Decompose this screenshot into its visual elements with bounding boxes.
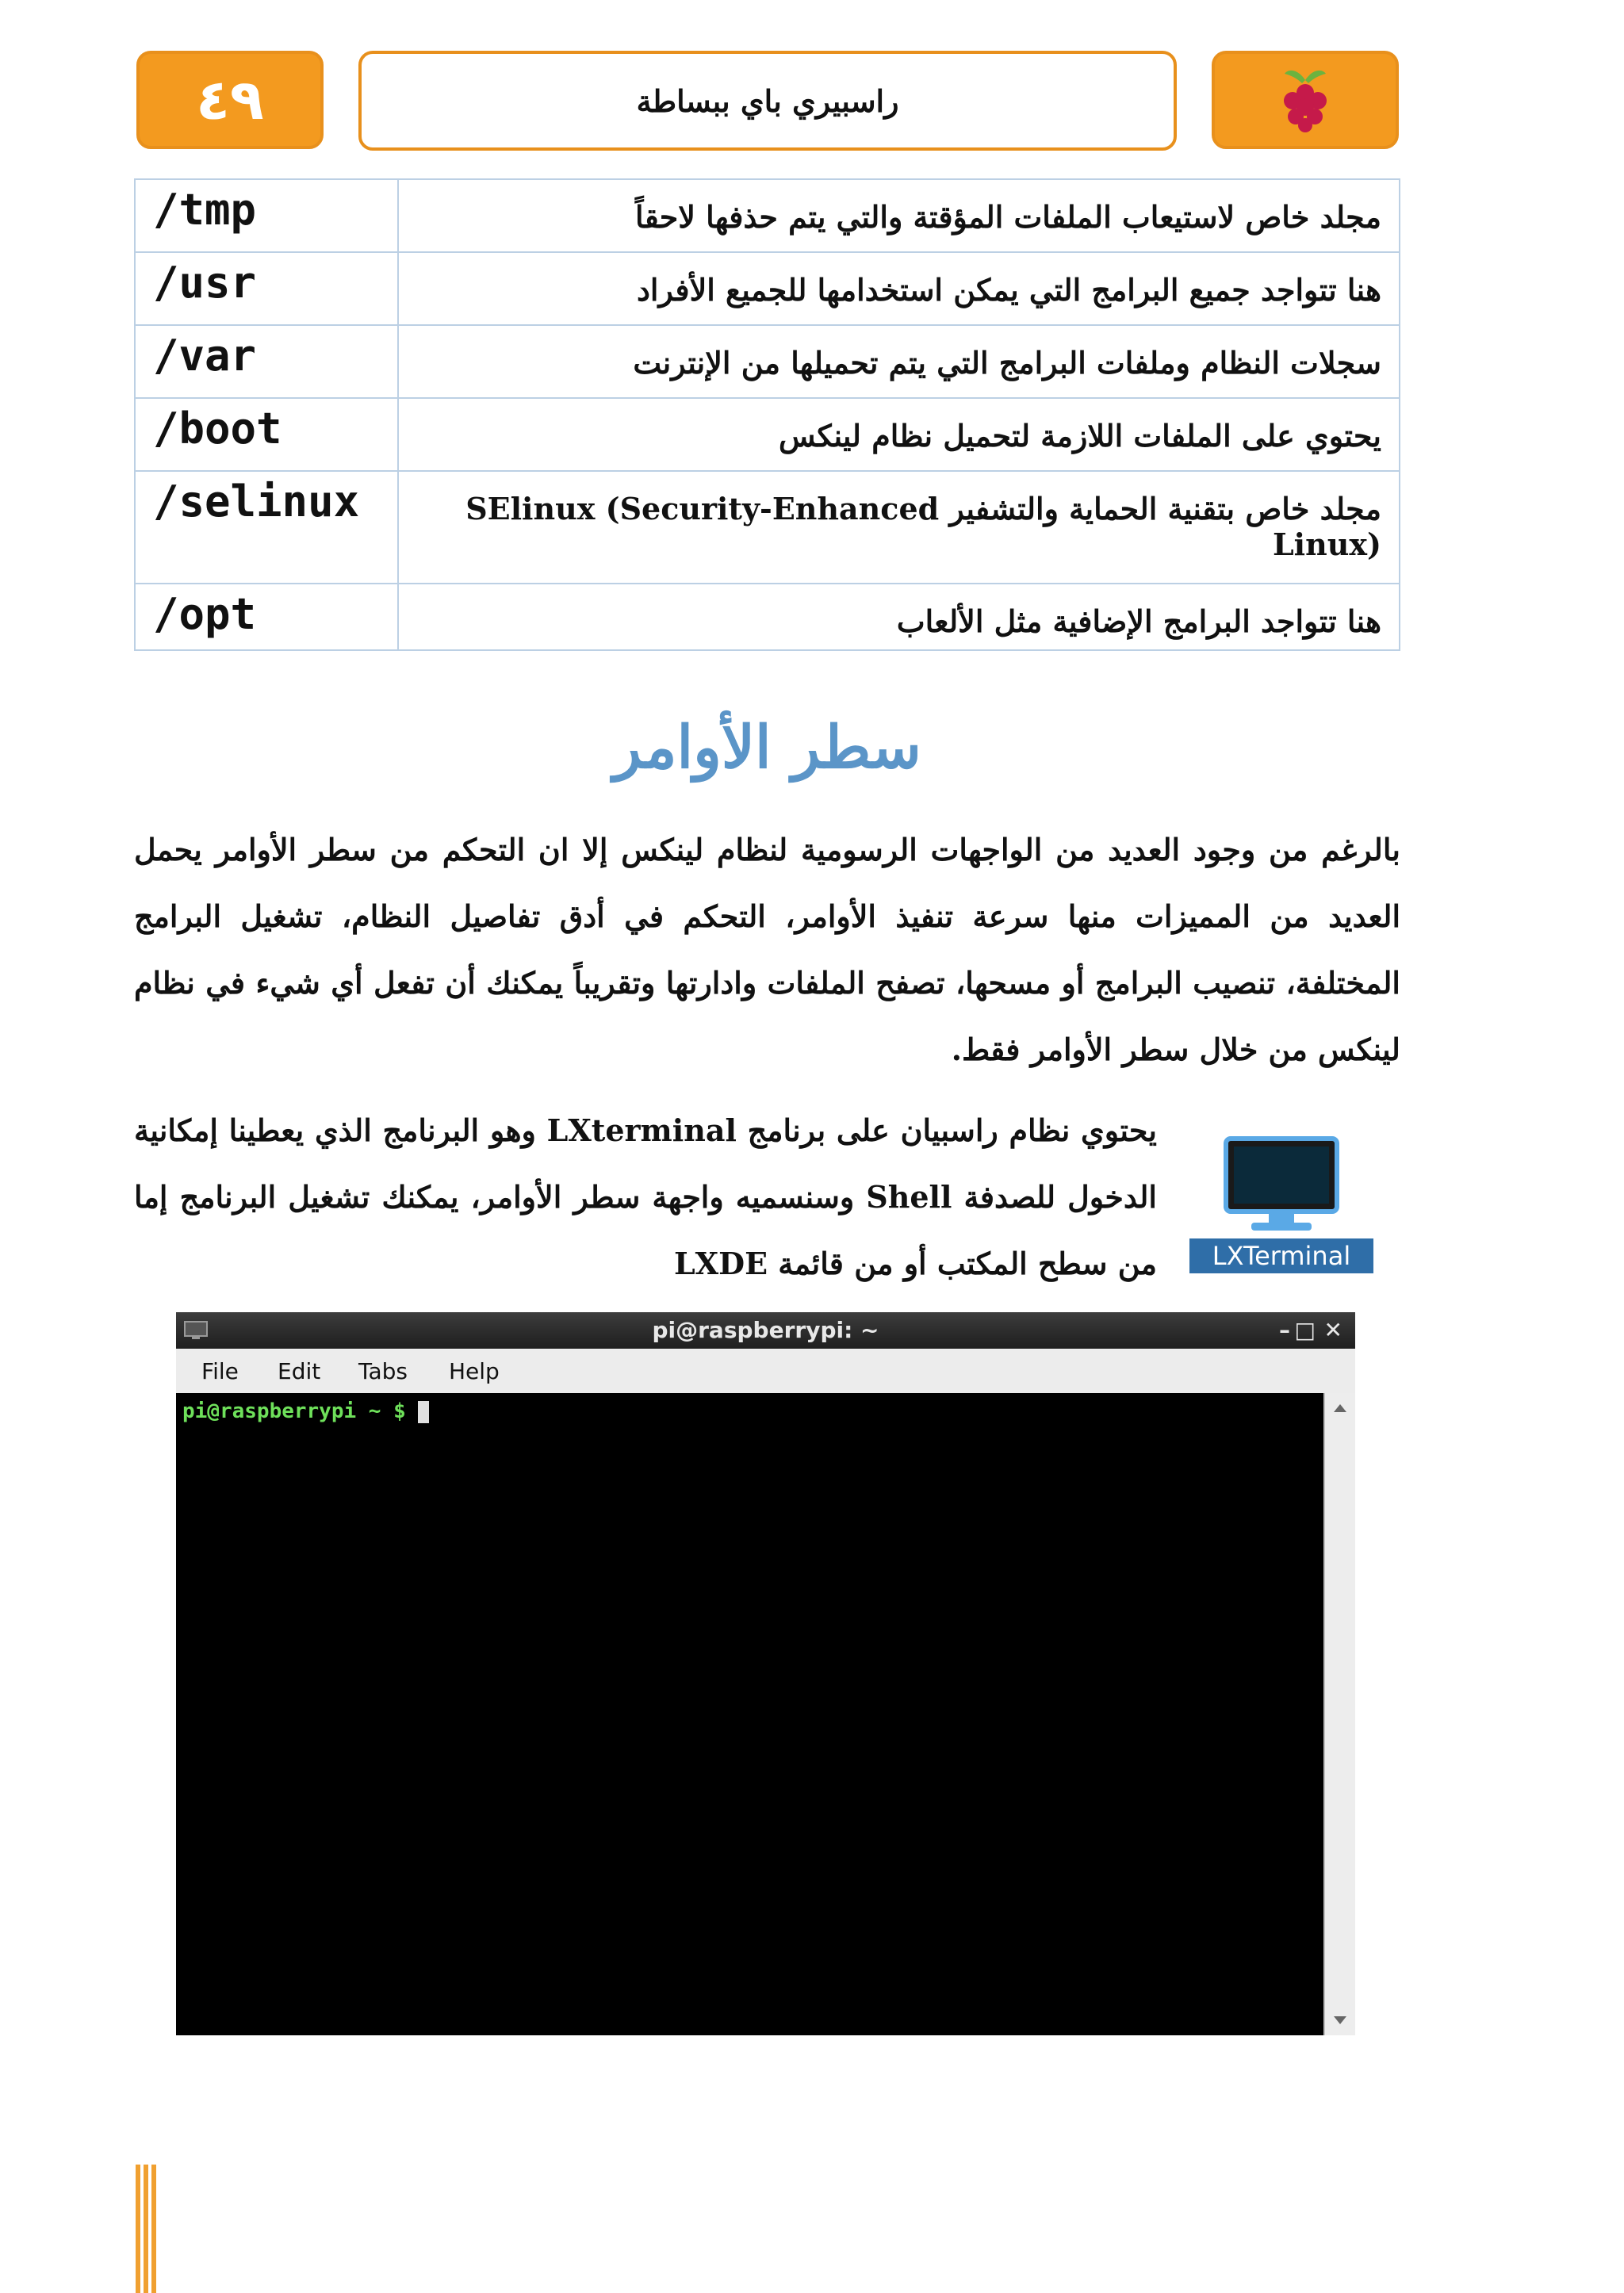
dir-path: /tmp [135,179,398,252]
scroll-up-icon[interactable] [1325,1396,1355,1420]
decorative-stripe [136,2165,140,2293]
menu-tabs[interactable]: Tabs [358,1358,408,1384]
dir-description: هنا تتواجد البرامج الإضافية مثل الألعاب [398,584,1400,650]
terminal-scrollbar[interactable] [1323,1393,1355,2035]
close-icon[interactable]: ✕ [1323,1317,1342,1343]
section-title: سطر الأوامر [613,714,921,782]
table-row [135,471,1400,584]
dir-path: /boot [135,398,398,471]
table-row [135,325,1400,398]
minimize-icon[interactable]: – [1279,1317,1290,1343]
decorative-stripe [151,2165,156,2293]
dir-path: /usr [135,252,398,325]
terminal-body[interactable] [176,1393,1325,2035]
terminal-menubar [176,1349,1355,1395]
monitor-icon [1189,1134,1373,1238]
scroll-down-icon[interactable] [1325,2008,1355,2032]
lxterminal-launcher[interactable] [1189,1134,1373,1273]
menu-help[interactable]: Help [449,1358,500,1384]
dir-path: /var [135,325,398,398]
raspberry-pi-logo-box [1212,51,1399,149]
directory-table [134,178,1400,651]
dir-path: /opt [135,584,398,650]
dir-description: يحتوي على الملفات اللازمة لتحميل نظام لينكس [398,398,1400,471]
table-row [135,179,1400,252]
table-row [135,252,1400,325]
book-title: راسبيري باي ببساطة [358,51,1177,151]
dir-description: هنا تتواجد جميع البرامج التي يمكن استخدامها للجميع الأفراد [398,252,1400,325]
dir-path: /selinux [135,471,398,584]
dir-description: سجلات النظام وملفات البرامج التي يتم تحميلها من الإنترنت [398,325,1400,398]
terminal-window [176,1312,1355,2035]
page-number: ٤٩ [136,51,324,149]
decorative-stripe [144,2165,148,2293]
dir-description: مجلد خاص لاستيعاب الملفات المؤقتة والتي يتم حذفها لاحقاً [398,179,1400,252]
menu-edit[interactable]: Edit [278,1358,321,1384]
dir-description: مجلد خاص بتقنية الحماية والتشفير SElinux (Security-Enhanced Linux) [398,471,1400,584]
lxterminal-label: LXTerminal [1189,1238,1373,1273]
terminal-titlebar [176,1312,1355,1349]
terminal-title: pi@raspberrypi: ~ [652,1317,879,1343]
table-row [135,584,1400,650]
intro-paragraph: بالرغم من وجود العديد من الواجهات الرسومية لنظام لينكس إلا ان التحكم من سطر الأوامر يحمل العديد من المميزات منها سرعة تنفيذ الأوامر، التحكم في أدق تفاصيل النظام، تشغيل البرامج المختلفة، تنصيب البرامج أو مسحها، تصفح الملفات وادارتها وتقريباً يمكنك أن تفعل أي شيء في نظام لينكس من خلال سطر الأوامر فقط. [134,832,1400,1067]
lxterminal-paragraph: يحتوي نظام راسبيان على برنامج LXterminal وهو البرنامج الذي يعطينا إمكانية الدخول للصدفة Shell وسنسميه واجهة سطر الأوامر، يمكنك تشغيل البرنامج إما من سطح المكتب أو من قائمة LXDE [134,1112,1157,1281]
terminal-app-icon [184,1321,208,1340]
raspberry-pi-icon [1274,64,1337,136]
maximize-icon[interactable]: □ [1294,1317,1316,1343]
table-row [135,398,1400,471]
cursor [418,1401,429,1423]
menu-file[interactable]: File [201,1358,239,1384]
shell-prompt: pi@raspberrypi ~ $ [182,1399,429,1423]
